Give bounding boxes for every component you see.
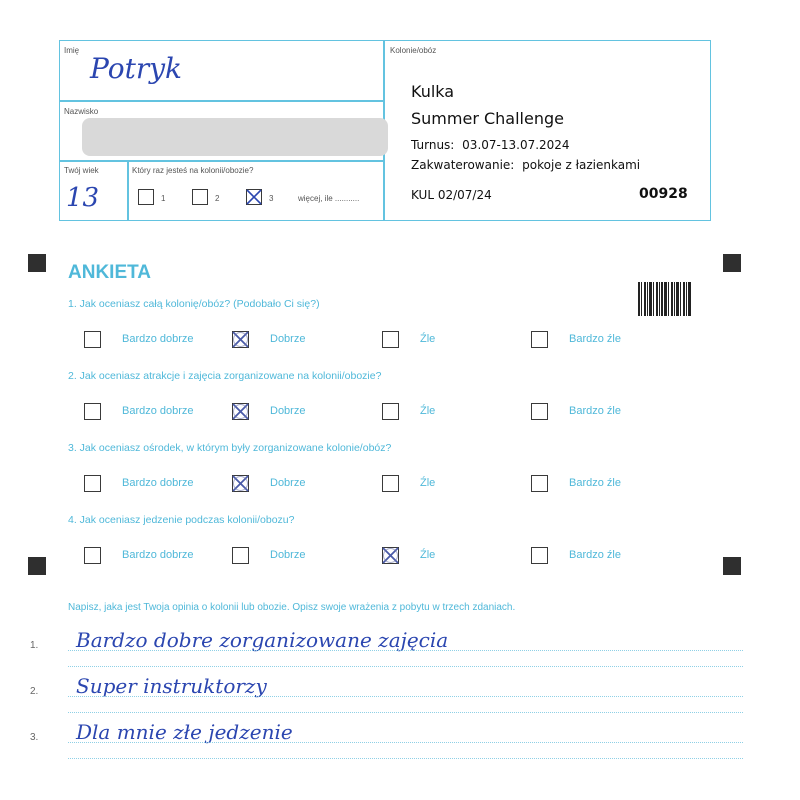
- answer-checkbox[interactable]: [232, 331, 249, 348]
- answer-checkbox[interactable]: [84, 331, 101, 348]
- label-nazwisko: Nazwisko: [64, 107, 99, 116]
- age-divider: [127, 160, 129, 221]
- opinion-line-number: 2.: [30, 686, 39, 697]
- answer-label: Bardzo dobrze: [122, 405, 194, 417]
- answer-checkbox[interactable]: [382, 403, 399, 420]
- times-checkbox-3[interactable]: [246, 189, 262, 205]
- handwritten-opinion: Super instruktorzy: [76, 674, 267, 698]
- question-text: 4. Jak oceniasz jedzenie podczas kolonii/obozu?: [68, 514, 295, 526]
- barcode-icon: [638, 282, 692, 316]
- answer-label: Bardzo źle: [569, 549, 621, 561]
- turnus-label: Turnus:: [411, 138, 455, 152]
- times-label-2: 2: [215, 194, 220, 203]
- answer-label: Bardzo źle: [569, 405, 621, 417]
- answer-checkbox[interactable]: [84, 547, 101, 564]
- handwritten-opinion: Bardzo dobre zorganizowane zajęcia: [76, 628, 449, 652]
- camp-name: Kulka: [411, 82, 455, 101]
- label-wiek: Twój wiek: [64, 166, 99, 175]
- writing-line: [68, 666, 743, 667]
- answer-checkbox[interactable]: [531, 475, 548, 492]
- question-text: 2. Jak oceniasz atrakcje i zajęcia zorganizowane na kolonii/obozie?: [68, 370, 382, 382]
- question-text: 1. Jak oceniasz całą kolonię/obóz? (Podobało Ci się?): [68, 298, 320, 310]
- times-checkbox-1[interactable]: [138, 189, 154, 205]
- answer-label: Dobrze: [270, 405, 306, 417]
- answer-checkbox[interactable]: [382, 475, 399, 492]
- camp-turnus: [411, 138, 570, 152]
- writing-line: [68, 696, 743, 697]
- cross-mark-icon: [246, 189, 262, 205]
- registration-mark-top-left: [28, 254, 46, 272]
- opinion-line-number: 1.: [30, 640, 39, 651]
- cross-mark-icon: [231, 474, 250, 493]
- form-number: 00928: [639, 186, 688, 202]
- answer-checkbox[interactable]: [382, 331, 399, 348]
- redaction-bar: [82, 118, 388, 156]
- answer-label: Źle: [420, 477, 436, 489]
- zakw-value: pokoje z łazienkami: [522, 158, 641, 172]
- answer-label: Bardzo źle: [569, 333, 621, 345]
- answer-checkbox[interactable]: [531, 403, 548, 420]
- times-label-3: 3: [269, 194, 274, 203]
- answer-checkbox[interactable]: [531, 547, 548, 564]
- answer-label: Bardzo dobrze: [122, 477, 194, 489]
- zakw-label: Zakwaterowanie:: [411, 158, 515, 172]
- answer-checkbox[interactable]: [84, 475, 101, 492]
- row-line-1: [59, 100, 384, 102]
- handwritten-opinion: Dla mnie złe jedzenie: [76, 720, 293, 744]
- answer-label: Dobrze: [270, 549, 306, 561]
- opinion-line-number: 3.: [30, 732, 39, 743]
- camp-zakwaterowanie: [411, 158, 640, 172]
- writing-line: [68, 650, 743, 651]
- camp-program: Summer Challenge: [411, 109, 564, 128]
- writing-line: [68, 742, 743, 743]
- writing-line: [68, 712, 743, 713]
- handwritten-age: 13: [66, 183, 100, 213]
- handwritten-first-name: Potryk: [90, 52, 182, 85]
- answer-checkbox[interactable]: [232, 475, 249, 492]
- times-label-1: 1: [161, 194, 166, 203]
- answer-label: Dobrze: [270, 333, 306, 345]
- label-imie: Imię: [64, 46, 80, 55]
- times-label-more: więcej, ile ...........: [298, 194, 360, 203]
- camp-code: KUL 02/07/24: [411, 188, 492, 202]
- answer-checkbox[interactable]: [232, 403, 249, 420]
- writing-line: [68, 758, 743, 759]
- cross-mark-icon: [381, 546, 400, 565]
- question-text: 3. Jak oceniasz ośrodek, w którym były zorganizowane kolonie/obóz?: [68, 442, 392, 454]
- registration-mark-bottom-left: [28, 557, 46, 575]
- answer-checkbox[interactable]: [232, 547, 249, 564]
- answer-label: Bardzo dobrze: [122, 549, 194, 561]
- answer-checkbox[interactable]: [84, 403, 101, 420]
- survey-title: ANKIETA: [68, 262, 152, 283]
- answer-label: Bardzo źle: [569, 477, 621, 489]
- opinion-prompt: Napisz, jaka jest Twoja opinia o kolonii lub obozie. Opisz swoje wrażenia z pobytu w trzech zdaniach.: [68, 602, 516, 613]
- answer-label: Źle: [420, 333, 436, 345]
- row-line-2: [59, 160, 384, 162]
- label-kolonie: Kolonie/obóz: [390, 46, 437, 55]
- times-checkbox-2[interactable]: [192, 189, 208, 205]
- answer-label: Dobrze: [270, 477, 306, 489]
- answer-label: Źle: [420, 405, 436, 417]
- answer-checkbox[interactable]: [382, 547, 399, 564]
- turnus-value: 03.07-13.07.2024: [462, 138, 570, 152]
- label-ktory-raz: Który raz jesteś na kolonii/obozie?: [132, 166, 254, 175]
- cross-mark-icon: [231, 330, 250, 349]
- registration-mark-bottom-right: [723, 557, 741, 575]
- answer-label: Źle: [420, 549, 436, 561]
- registration-mark-top-right: [723, 254, 741, 272]
- cross-mark-icon: [231, 402, 250, 421]
- answer-checkbox[interactable]: [531, 331, 548, 348]
- answer-label: Bardzo dobrze: [122, 333, 194, 345]
